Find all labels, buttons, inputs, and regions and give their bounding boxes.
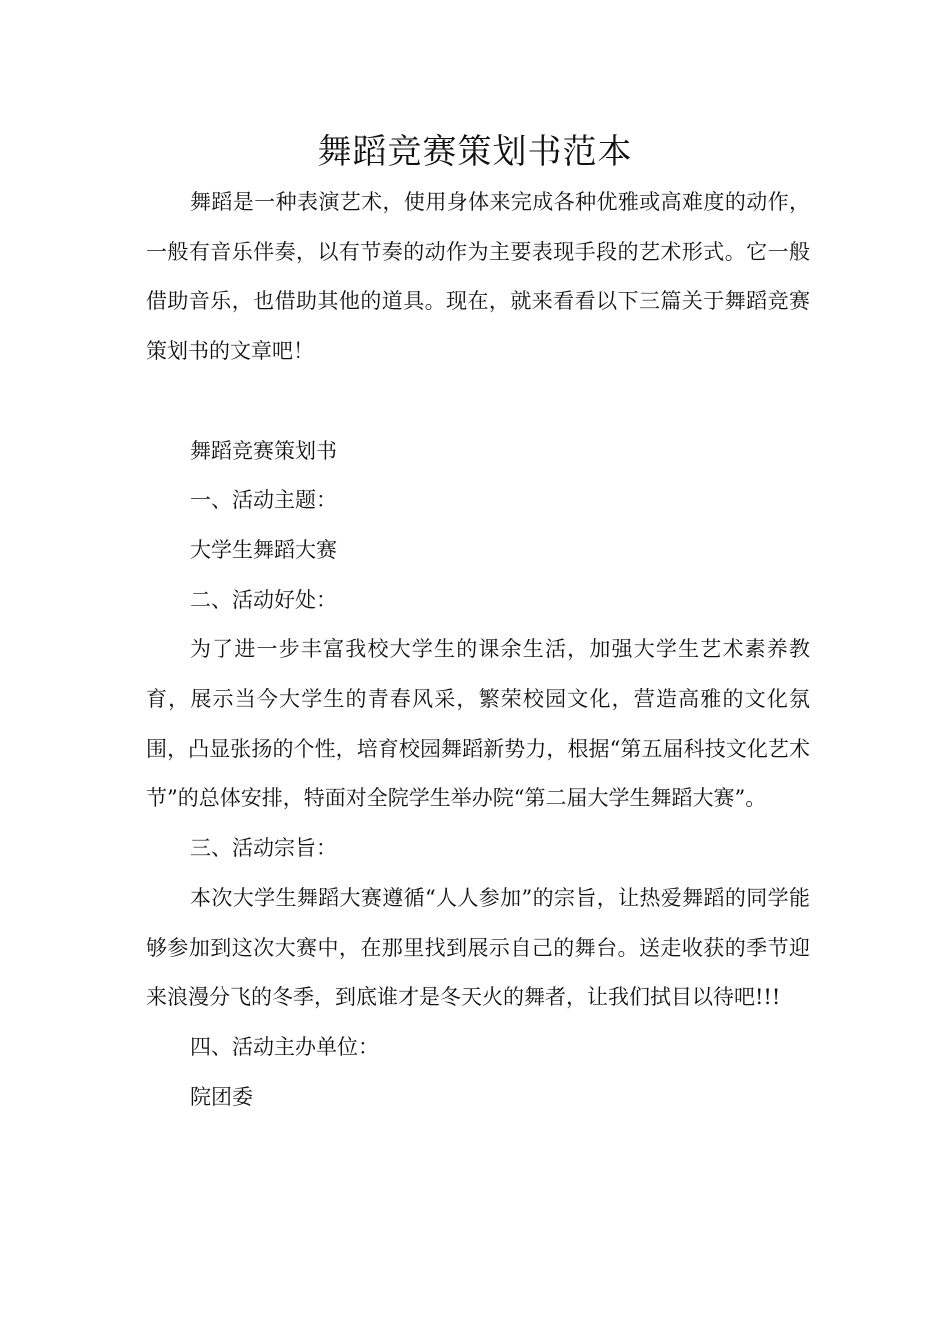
section-heading: 舞蹈竞赛策划书 (190, 438, 337, 463)
activity-theme-text: 大学生舞蹈大赛 (190, 537, 337, 562)
intro-paragraph: 舞蹈是一种表演艺术，使用身体来完成各种优雅或高难度的动作，一般有音乐伴奏，以有节奏的动作为主要表现手段的艺术形式。它一般借助音乐，也借助其他的道具。现在，就来看看以下三篇关于舞蹈竞赛策划书的文章吧！ (146, 190, 810, 364)
document-body (146, 178, 810, 1122)
organizer-text: 院团委 (190, 1084, 253, 1109)
activity-purpose-text: 本次大学生舞蹈大赛遵循“人人参加”的宗旨，让热爱舞蹈的同学能够参加到这次大赛中，在那里找到展示自己的舞台。送走收获的季节迎来浪漫分飞的冬季，到底谁才是冬天火的舞者，让我们拭目以待吧!!! (146, 885, 810, 1010)
blank-line (146, 377, 810, 427)
heading-activity-purpose: 三、活动宗旨： (190, 836, 337, 861)
heading-organizer: 四、活动主办单位： (190, 1034, 379, 1059)
heading-activity-benefits: 二、活动好处： (190, 587, 337, 612)
document-title: 舞蹈竞赛策划书范本 (317, 132, 633, 172)
activity-benefits-text: 为了进一步丰富我校大学生的课余生活，加强大学生艺术素养教育，展示当今大学生的青春风采，繁荣校园文化，营造高雅的文化氛围，凸显张扬的个性，培育校园舞蹈新势力，根据“第五届科技文化艺术节”的总体安排，特面对全院学生举办院“第二届大学生舞蹈大赛”。 (146, 637, 810, 811)
heading-activity-theme: 一、活动主题： (190, 488, 337, 513)
